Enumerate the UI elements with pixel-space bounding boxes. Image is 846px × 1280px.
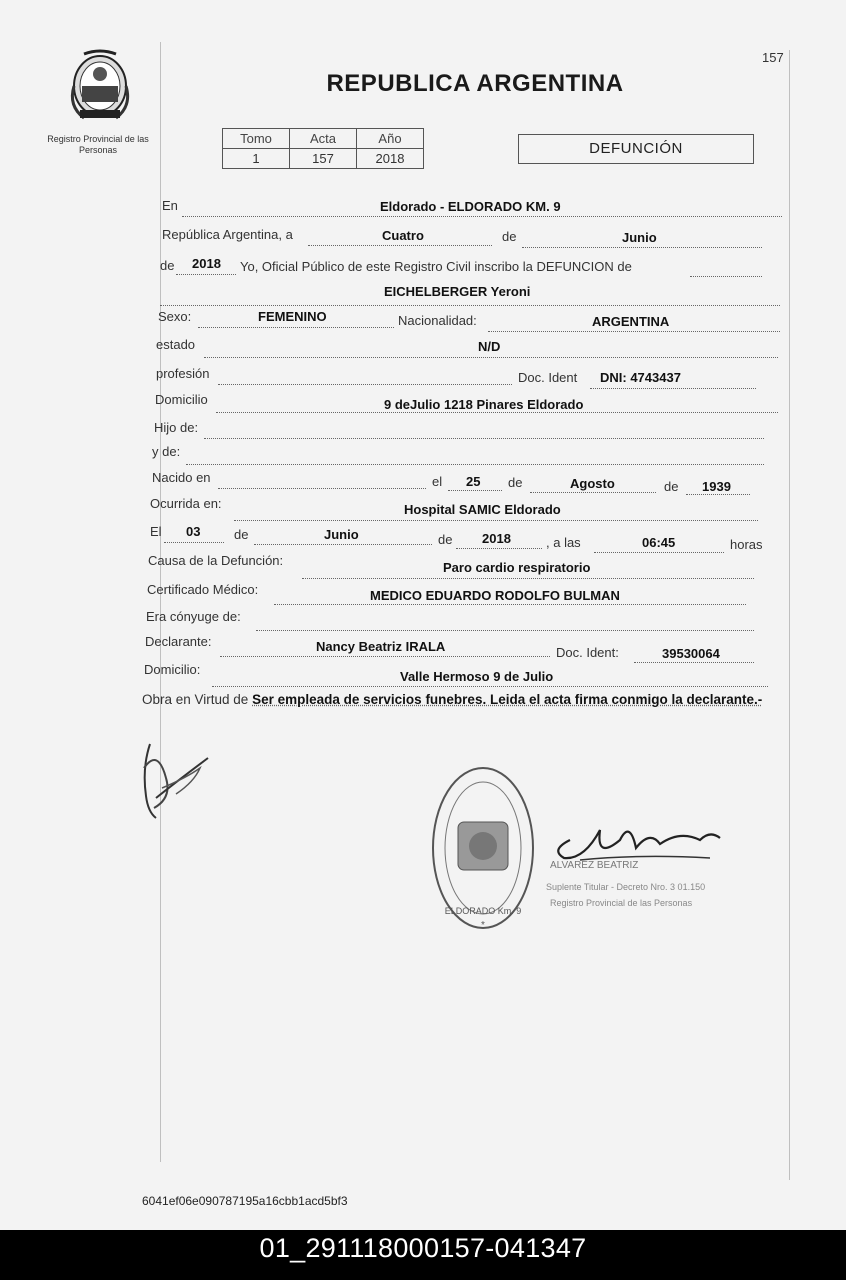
dotted-line (234, 520, 758, 521)
svg-text:ELDORADO Km. 9: ELDORADO Km. 9 (444, 906, 522, 916)
label-el: el (432, 474, 443, 489)
header-tomo: Tomo (223, 129, 290, 149)
dotted-line (594, 552, 724, 553)
dotted-line (302, 578, 754, 579)
field-def-hora: 06:45 (642, 535, 676, 550)
document-hash: 6041ef06e090787195a16cbb1acd5bf3 (142, 1194, 348, 1208)
field-estado: N/D (478, 339, 501, 354)
field-nac-dia: 25 (466, 474, 481, 489)
label-domicilio2: Domicilio: (144, 662, 201, 677)
field-sexo: FEMENINO (258, 309, 327, 324)
field-nac-mes: Agosto (570, 476, 615, 491)
field-causa: Paro cardio respiratorio (443, 560, 591, 575)
dotted-line (690, 276, 762, 277)
field-declarante-domicilio: Valle Hermoso 9 de Julio (400, 669, 554, 684)
dotted-line (308, 245, 492, 246)
label-de: de (438, 532, 453, 547)
field-ocurrida: Hospital SAMIC Eldorado (404, 502, 561, 517)
svg-text:*: * (481, 920, 485, 931)
field-dia: Cuatro (382, 228, 424, 243)
field-doc: DNI: 4743437 (600, 370, 681, 385)
dotted-line (254, 544, 432, 545)
dotted-line (198, 327, 394, 328)
label-y-de: y de: (152, 444, 181, 459)
label-El: El (150, 524, 162, 539)
page-margin-right (789, 50, 790, 1180)
label-ocurrida-en: Ocurrida en: (150, 496, 222, 511)
label-certificado: Certificado Médico: (147, 582, 259, 597)
dotted-line (216, 412, 778, 413)
field-def-anio: 2018 (482, 531, 511, 546)
registry-label: Registro Provincial de las Personas (47, 134, 149, 155)
footer-code: 01_291118000157-041347 (259, 1233, 587, 1263)
dotted-line (456, 548, 542, 549)
field-nacionalidad: ARGENTINA (592, 314, 670, 329)
dotted-line (256, 630, 754, 631)
label-obra: Obra en Virtud de (142, 692, 249, 707)
label-causa: Causa de la Defunción: (148, 553, 284, 568)
label-domicilio: Domicilio (155, 392, 208, 407)
dotted-line (186, 464, 764, 465)
field-nombre: EICHELBERGER Yeroni (384, 284, 531, 299)
label-profesion: profesión (156, 366, 210, 381)
page-margin-left (160, 42, 161, 1162)
dotted-line (176, 274, 236, 275)
field-def-mes: Junio (324, 527, 359, 542)
field-nac-anio: 1939 (702, 479, 731, 494)
label-sexo: Sexo: (158, 309, 192, 324)
dotted-line (274, 604, 746, 605)
dotted-line (218, 384, 512, 385)
field-anio: 2018 (192, 256, 221, 271)
label-de: de (664, 479, 679, 494)
page-number: 157 (762, 50, 784, 65)
dotted-line (218, 488, 426, 489)
record-table (222, 128, 424, 169)
dotted-line (590, 388, 756, 389)
obra-paragraph (142, 690, 770, 709)
record-type: DEFUNCIÓN (518, 134, 754, 164)
label-doc-ident: Doc. Ident (518, 370, 578, 385)
label-yo-text: Yo, Oficial Público de este Registro Civil inscribo la DEFUNCION de (240, 259, 632, 274)
dotted-line (204, 438, 764, 439)
label-de-year: de (160, 258, 175, 273)
dotted-line (182, 216, 782, 217)
value-anio: 2018 (357, 149, 424, 169)
label-de: de (502, 229, 517, 244)
label-de: de (508, 475, 523, 490)
field-certificado: MEDICO EDUARDO RODOLFO BULMAN (370, 588, 620, 603)
dotted-line (204, 357, 778, 358)
dotted-line (160, 305, 780, 306)
field-domicilio: 9 deJulio 1218 Pinares Eldorado (384, 397, 584, 412)
field-lugar: Eldorado - ELDORADO KM. 9 (380, 199, 561, 214)
label-republica: República Argentina, a (162, 227, 293, 242)
field-declarante: Nancy Beatriz IRALA (316, 639, 446, 654)
field-declarante-doc: 39530064 (662, 646, 720, 661)
dotted-line (448, 490, 502, 491)
label-en: En (162, 198, 178, 213)
signature-right (540, 800, 750, 920)
label-horas: horas (730, 537, 763, 552)
stamp-line-2: Suplente Titular - Decreto Nro. 3 01.150 (546, 882, 706, 892)
label-a-las: , a las (546, 535, 581, 550)
label-hijo-de: Hijo de: (154, 420, 199, 435)
official-seal-icon (428, 762, 538, 934)
label-estado: estado (156, 337, 196, 352)
dotted-line (522, 247, 762, 248)
dotted-line (488, 331, 780, 332)
label-nacionalidad: Nacionalidad: (398, 313, 477, 328)
provincial-emblem-icon (64, 46, 136, 124)
label-declarante: Declarante: (145, 634, 212, 649)
field-obra: Ser empleada de servicios funebres. Leida el acta firma conmigo la declarante.- (252, 692, 763, 707)
dotted-line (212, 686, 768, 687)
field-mes: Junio (622, 230, 657, 245)
stamp-line-1: ALVAREZ BEATRIZ (550, 860, 639, 871)
value-tomo: 1 (223, 149, 290, 169)
label-nacido-en: Nacido en (152, 470, 211, 485)
field-def-dia: 03 (186, 524, 201, 539)
label-conyuge: Era cónyuge de: (146, 609, 241, 624)
label-de: de (234, 527, 249, 542)
dotted-line (164, 542, 224, 543)
signature-left (136, 738, 216, 824)
header-anio: Año (357, 129, 424, 149)
dotted-line (530, 492, 656, 493)
header-acta: Acta (290, 129, 357, 149)
label-doc-ident2: Doc. Ident: (556, 645, 619, 660)
value-acta: 157 (290, 149, 357, 169)
stamp-line-3: Registro Provincial de las Personas (550, 898, 693, 908)
dotted-line (686, 494, 750, 495)
dotted-line (220, 656, 550, 657)
document-title: REPUBLICA ARGENTINA (326, 70, 624, 97)
dotted-line (634, 662, 754, 663)
